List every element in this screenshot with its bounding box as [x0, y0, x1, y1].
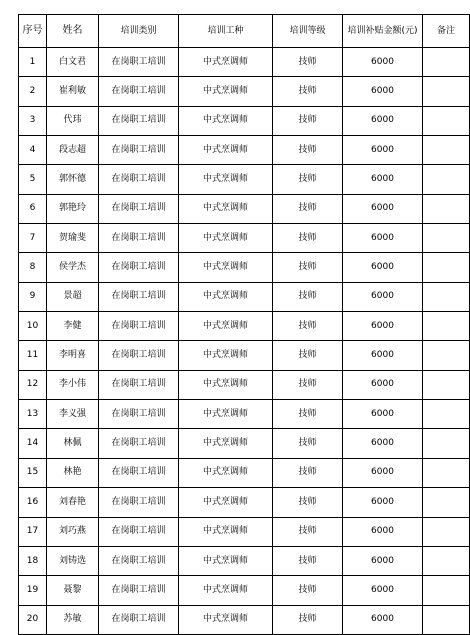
table-body [19, 48, 470, 635]
cell-trade: 中式烹调师 [179, 429, 273, 458]
cell-level: 技师 [273, 136, 343, 165]
cell-level: 技师 [273, 165, 343, 194]
cell-level: 技师 [273, 458, 343, 487]
cell-amount: 6000 [343, 400, 423, 429]
cell-name: 李小伟 [47, 370, 99, 399]
cell-name: 苏敏 [47, 605, 99, 634]
table-row [19, 488, 470, 517]
cell-category: 在岗职工培训 [99, 605, 179, 634]
cell-category: 在岗职工培训 [99, 165, 179, 194]
cell-amount: 6000 [343, 106, 423, 135]
cell-amount: 6000 [343, 517, 423, 546]
cell-amount: 6000 [343, 312, 423, 341]
cell-name: 李明喜 [47, 341, 99, 370]
cell-category: 在岗职工培训 [99, 77, 179, 106]
cell-index: 1 [19, 48, 47, 77]
cell-index: 18 [19, 546, 47, 575]
cell-name: 林佩 [47, 429, 99, 458]
cell-level: 技师 [273, 605, 343, 634]
cell-name: 代玮 [47, 106, 99, 135]
cell-index: 10 [19, 312, 47, 341]
table-row [19, 370, 470, 399]
table-row [19, 106, 470, 135]
cell-trade: 中式烹调师 [179, 165, 273, 194]
cell-category: 在岗职工培训 [99, 224, 179, 253]
cell-remark [423, 282, 470, 311]
cell-index: 6 [19, 194, 47, 223]
cell-remark [423, 429, 470, 458]
cell-amount: 6000 [343, 48, 423, 77]
cell-category: 在岗职工培训 [99, 370, 179, 399]
cell-trade: 中式烹调师 [179, 517, 273, 546]
cell-remark [423, 370, 470, 399]
training-subsidy-table [18, 14, 470, 635]
cell-trade: 中式烹调师 [179, 224, 273, 253]
table-row [19, 194, 470, 223]
cell-trade: 中式烹调师 [179, 341, 273, 370]
table-row [19, 429, 470, 458]
table-row [19, 312, 470, 341]
cell-index: 7 [19, 224, 47, 253]
table-row [19, 546, 470, 575]
cell-name: 林艳 [47, 458, 99, 487]
cell-remark [423, 458, 470, 487]
table-row [19, 165, 470, 194]
cell-amount: 6000 [343, 576, 423, 605]
cell-trade: 中式烹调师 [179, 77, 273, 106]
cell-level: 技师 [273, 48, 343, 77]
cell-remark [423, 546, 470, 575]
header-name: 姓名 [47, 15, 99, 48]
cell-amount: 6000 [343, 546, 423, 575]
cell-name: 刘铸选 [47, 546, 99, 575]
cell-category: 在岗职工培训 [99, 282, 179, 311]
cell-level: 技师 [273, 370, 343, 399]
cell-name: 白文君 [47, 48, 99, 77]
cell-trade: 中式烹调师 [179, 253, 273, 282]
cell-remark [423, 194, 470, 223]
header-remark: 备注 [423, 15, 470, 48]
table-row [19, 282, 470, 311]
cell-trade: 中式烹调师 [179, 370, 273, 399]
cell-level: 技师 [273, 576, 343, 605]
cell-remark [423, 253, 470, 282]
cell-index: 5 [19, 165, 47, 194]
cell-level: 技师 [273, 106, 343, 135]
cell-name: 崔利敏 [47, 77, 99, 106]
table-row [19, 458, 470, 487]
cell-trade: 中式烹调师 [179, 458, 273, 487]
cell-index: 11 [19, 341, 47, 370]
cell-remark [423, 341, 470, 370]
cell-level: 技师 [273, 77, 343, 106]
cell-index: 9 [19, 282, 47, 311]
cell-index: 8 [19, 253, 47, 282]
cell-index: 20 [19, 605, 47, 634]
cell-remark [423, 77, 470, 106]
cell-remark [423, 488, 470, 517]
cell-level: 技师 [273, 224, 343, 253]
table-row [19, 576, 470, 605]
cell-trade: 中式烹调师 [179, 312, 273, 341]
cell-index: 3 [19, 106, 47, 135]
cell-index: 15 [19, 458, 47, 487]
cell-trade: 中式烹调师 [179, 194, 273, 223]
cell-name: 李义强 [47, 400, 99, 429]
cell-category: 在岗职工培训 [99, 341, 179, 370]
cell-name: 聂黎 [47, 576, 99, 605]
cell-level: 技师 [273, 546, 343, 575]
cell-remark [423, 605, 470, 634]
cell-amount: 6000 [343, 253, 423, 282]
header-trade: 培训工种 [179, 15, 273, 48]
cell-index: 17 [19, 517, 47, 546]
cell-trade: 中式烹调师 [179, 605, 273, 634]
cell-trade: 中式烹调师 [179, 546, 273, 575]
header-row [19, 15, 470, 48]
cell-remark [423, 224, 470, 253]
header-category: 培训类别 [99, 15, 179, 48]
cell-name: 刘巧燕 [47, 517, 99, 546]
cell-level: 技师 [273, 429, 343, 458]
cell-trade: 中式烹调师 [179, 48, 273, 77]
table-row [19, 48, 470, 77]
cell-amount: 6000 [343, 224, 423, 253]
cell-trade: 中式烹调师 [179, 136, 273, 165]
cell-remark [423, 400, 470, 429]
cell-index: 4 [19, 136, 47, 165]
cell-name: 侯学杰 [47, 253, 99, 282]
cell-level: 技师 [273, 400, 343, 429]
cell-level: 技师 [273, 253, 343, 282]
cell-amount: 6000 [343, 605, 423, 634]
cell-remark [423, 106, 470, 135]
cell-category: 在岗职工培训 [99, 48, 179, 77]
table-row [19, 224, 470, 253]
cell-trade: 中式烹调师 [179, 282, 273, 311]
table-row [19, 517, 470, 546]
cell-remark [423, 136, 470, 165]
cell-category: 在岗职工培训 [99, 546, 179, 575]
header-index: 序号 [19, 15, 47, 48]
cell-category: 在岗职工培训 [99, 517, 179, 546]
cell-amount: 6000 [343, 488, 423, 517]
cell-level: 技师 [273, 517, 343, 546]
cell-name: 刘春艳 [47, 488, 99, 517]
cell-name: 景超 [47, 282, 99, 311]
cell-name: 郭艳玲 [47, 194, 99, 223]
cell-name: 贺瑜斐 [47, 224, 99, 253]
cell-category: 在岗职工培训 [99, 253, 179, 282]
cell-name: 郭怀德 [47, 165, 99, 194]
cell-index: 14 [19, 429, 47, 458]
cell-amount: 6000 [343, 341, 423, 370]
table-row [19, 605, 470, 634]
table-row [19, 400, 470, 429]
cell-remark [423, 312, 470, 341]
cell-name: 段志超 [47, 136, 99, 165]
table-row [19, 341, 470, 370]
cell-index: 19 [19, 576, 47, 605]
cell-category: 在岗职工培训 [99, 400, 179, 429]
cell-category: 在岗职工培训 [99, 194, 179, 223]
cell-amount: 6000 [343, 458, 423, 487]
cell-remark [423, 517, 470, 546]
cell-amount: 6000 [343, 136, 423, 165]
cell-level: 技师 [273, 282, 343, 311]
cell-level: 技师 [273, 488, 343, 517]
cell-trade: 中式烹调师 [179, 400, 273, 429]
cell-level: 技师 [273, 312, 343, 341]
cell-remark [423, 48, 470, 77]
cell-index: 2 [19, 77, 47, 106]
cell-level: 技师 [273, 341, 343, 370]
cell-category: 在岗职工培训 [99, 429, 179, 458]
cell-name: 李健 [47, 312, 99, 341]
table-row [19, 253, 470, 282]
header-level: 培训等级 [273, 15, 343, 48]
table-row [19, 136, 470, 165]
header-amount: 培训补贴金额(元) [343, 15, 423, 48]
cell-index: 13 [19, 400, 47, 429]
cell-amount: 6000 [343, 429, 423, 458]
cell-amount: 6000 [343, 165, 423, 194]
cell-amount: 6000 [343, 77, 423, 106]
table-row [19, 77, 470, 106]
cell-remark [423, 165, 470, 194]
cell-trade: 中式烹调师 [179, 106, 273, 135]
cell-category: 在岗职工培训 [99, 458, 179, 487]
cell-trade: 中式烹调师 [179, 488, 273, 517]
cell-trade: 中式烹调师 [179, 576, 273, 605]
cell-level: 技师 [273, 194, 343, 223]
cell-remark [423, 576, 470, 605]
cell-index: 12 [19, 370, 47, 399]
cell-category: 在岗职工培训 [99, 312, 179, 341]
cell-category: 在岗职工培训 [99, 136, 179, 165]
cell-amount: 6000 [343, 282, 423, 311]
cell-index: 16 [19, 488, 47, 517]
cell-amount: 6000 [343, 194, 423, 223]
cell-category: 在岗职工培训 [99, 106, 179, 135]
cell-amount: 6000 [343, 370, 423, 399]
cell-category: 在岗职工培训 [99, 488, 179, 517]
cell-category: 在岗职工培训 [99, 576, 179, 605]
